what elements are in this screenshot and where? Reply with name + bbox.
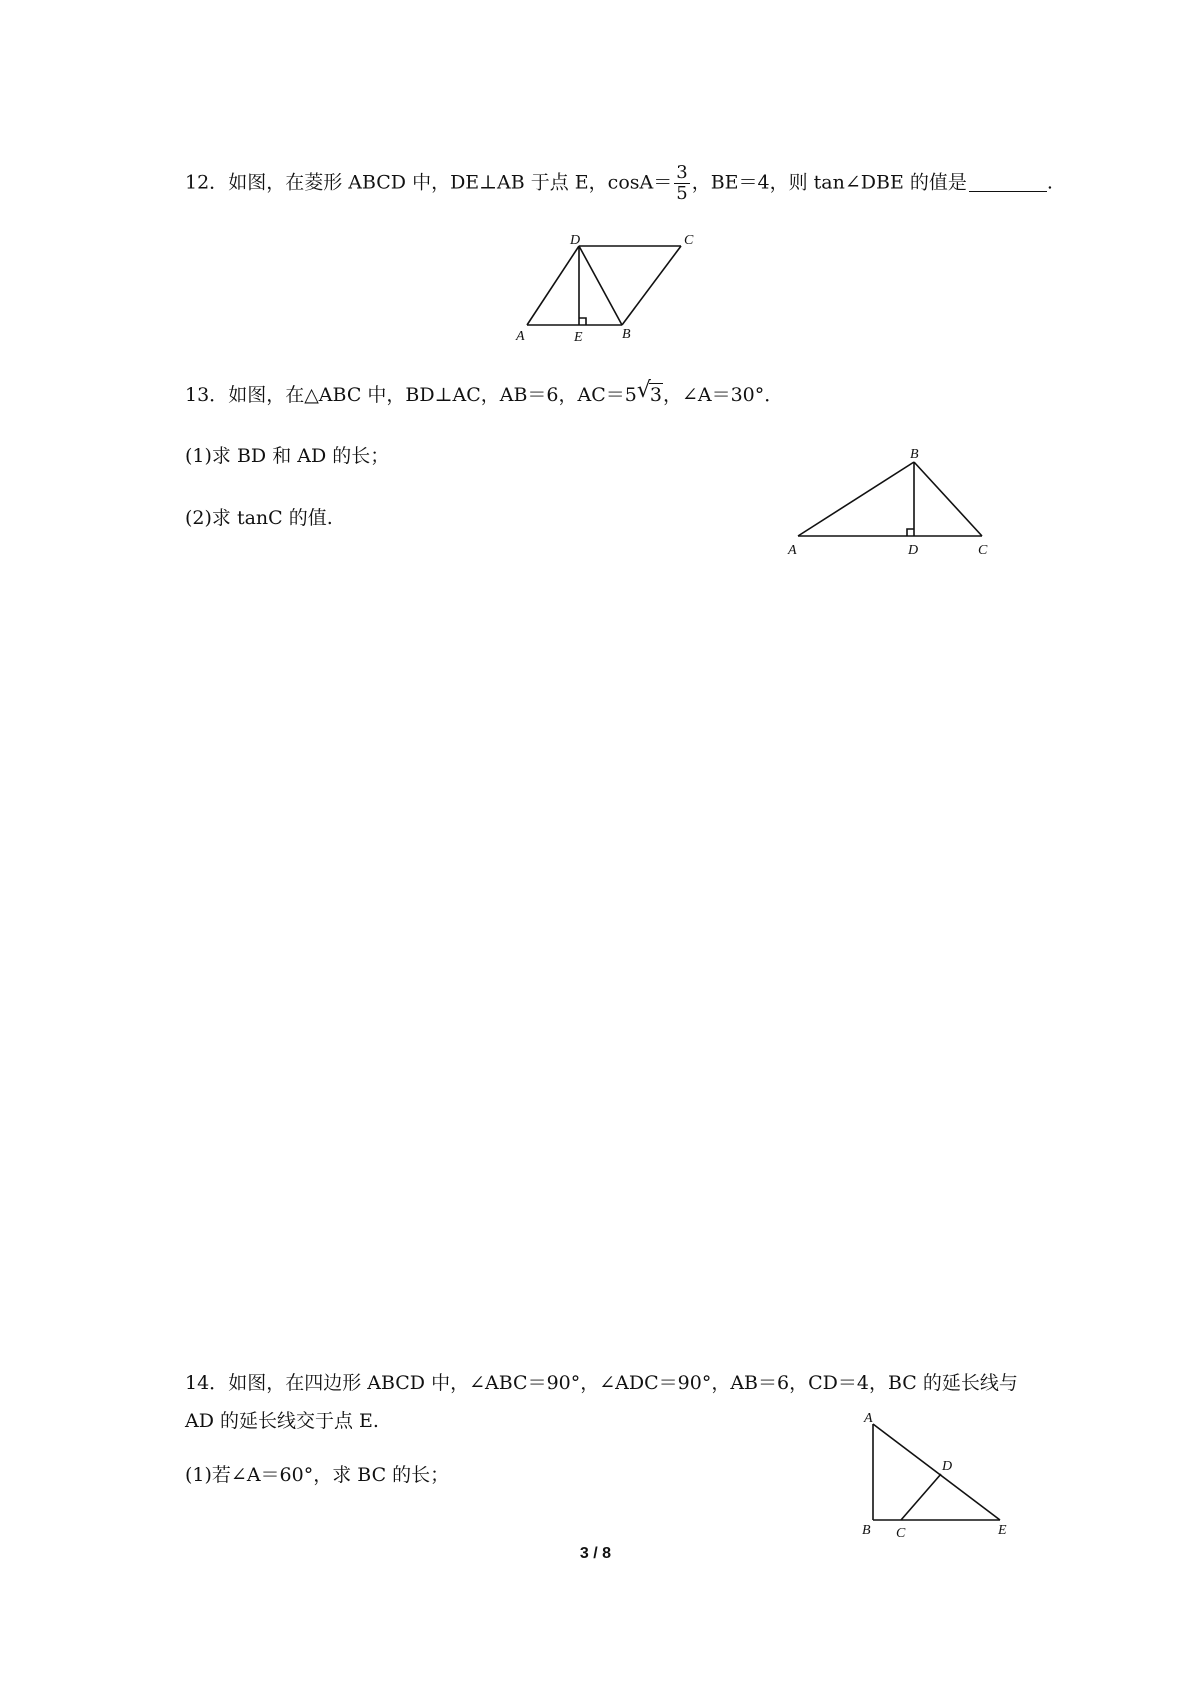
question-13-text-before: 如图，在△ABC 中，BD⊥AC，AB＝6，AC＝5: [228, 384, 637, 406]
question-12-text-before: 如图，在菱形 ABCD 中，DE⊥AB 于点 E，cosA＝: [228, 171, 673, 194]
right-angle-mark: [907, 529, 914, 536]
segment-db: [579, 246, 622, 325]
question-13-text-after: ，∠A＝30°．: [662, 384, 784, 406]
question-12-number: 12．: [185, 171, 229, 194]
label-b: B: [622, 327, 631, 342]
sqrt-radicand: 3: [649, 384, 662, 406]
fraction-denominator: 5: [676, 183, 688, 204]
label-c: C: [978, 543, 988, 558]
segment-bc: [622, 246, 681, 325]
question-14-part-1: (1)若∠A＝60°，求 BC 的长；: [185, 1464, 450, 1486]
rhombus-figure: [510, 230, 700, 345]
question-13-part-1: (1)求 BD 和 AD 的长；: [185, 445, 390, 467]
quadrilateral-figure: [858, 1408, 1023, 1543]
label-a: A: [864, 1411, 873, 1426]
question-12-text-after: ，BE＝4，则 tan∠DBE 的值是: [691, 171, 967, 194]
label-c: C: [684, 233, 694, 248]
radical-sign-icon: √: [636, 378, 651, 403]
label-b: B: [862, 1523, 871, 1538]
fraction-cos-a: [674, 163, 689, 204]
label-a: A: [788, 543, 797, 558]
triangle-abc-figure: [780, 444, 1000, 562]
question-14-number: 14．: [185, 1372, 229, 1394]
question-13-text: [185, 378, 784, 407]
label-e: E: [574, 330, 583, 345]
question-13-number: 13．: [185, 384, 229, 406]
answer-blank[interactable]: [969, 173, 1047, 192]
question-14-text: 如图，在四边形 ABCD 中，∠ABC＝90°，∠ADC＝90°，AB＝6，CD＝4，BC 的延长线与: [228, 1372, 1018, 1394]
label-b: B: [910, 447, 919, 462]
segment-bc: [914, 462, 982, 536]
sqrt-expression: [636, 378, 663, 407]
question-14-line-1: [185, 1371, 1018, 1395]
segment-ae: [873, 1424, 1000, 1520]
label-d: D: [908, 543, 919, 558]
fraction-numerator: 3: [676, 162, 688, 183]
question-12-text: [185, 163, 1053, 204]
question-12-end: .: [1046, 171, 1053, 194]
question-14-line-2: AD 的延长线交于点 E.: [185, 1410, 379, 1432]
page-indicator: 3 / 8: [579, 1545, 612, 1562]
segment-ab: [798, 462, 914, 536]
label-c: C: [896, 1526, 906, 1541]
question-13-part-2: (2)求 tanC 的值.: [185, 507, 333, 529]
label-d: D: [942, 1459, 953, 1474]
label-d: D: [570, 233, 581, 248]
label-e: E: [998, 1523, 1007, 1538]
label-a: A: [516, 329, 525, 344]
right-angle-mark: [579, 318, 586, 325]
segment-da: [527, 246, 579, 325]
segment-cd: [901, 1474, 941, 1520]
